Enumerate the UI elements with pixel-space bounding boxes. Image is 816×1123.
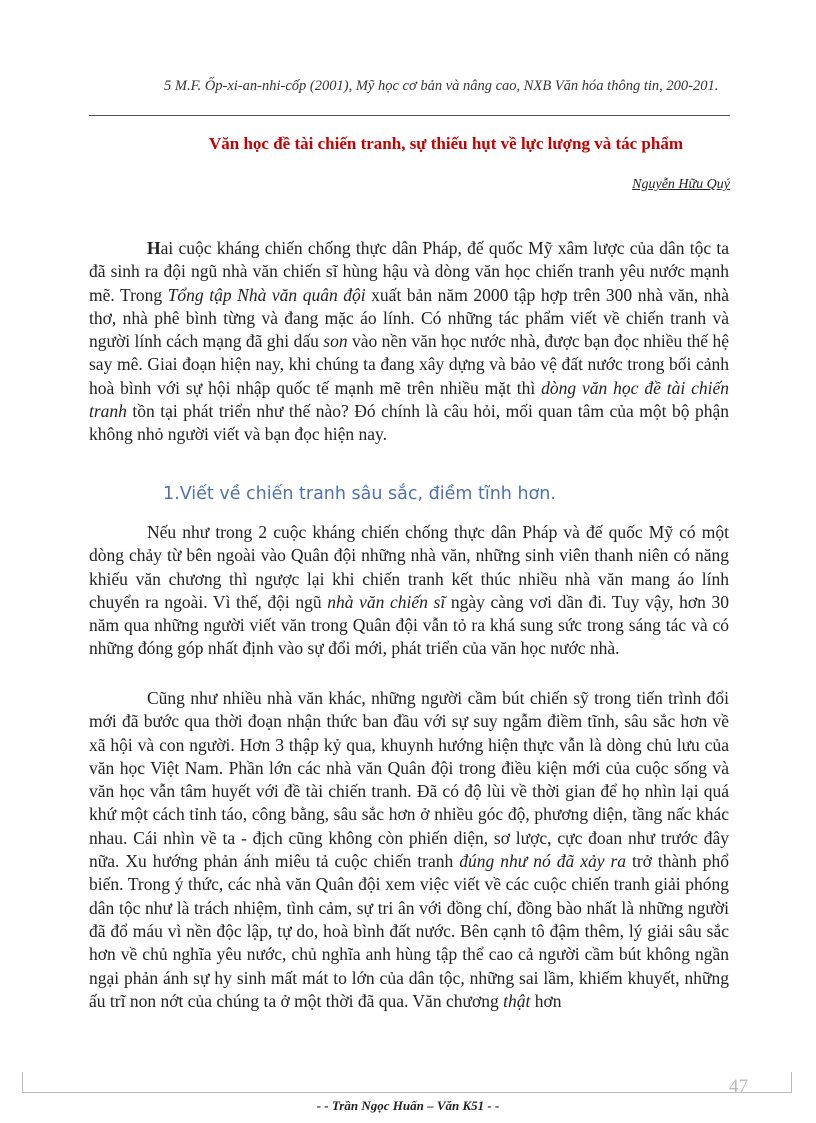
footer-frame-right [781,1072,792,1093]
text-run: Nếu như trong 2 cuộc kháng chiến chống thực dân Pháp và đế quốc Mỹ có một dòng chảy từ bên ngoài vào Quân đội những nhà văn, những sinh viên thanh niên có năng khiếu văn chương thì ngược lại khi chiến tranh kết thúc nhiều nhà văn mang áo lính chuyển ra ngoài. Vì thế, đội ngũ [89,522,729,612]
text-run: ai cuộc kháng chiến chống thực dân Pháp, đế quốc Mỹ xâm lược của dân tộc ta đã sinh ra đội ngũ nhà văn chiến sĩ hùng hậu và dòng văn học chiến tranh yêu nước mạnh mẽ. Trong [89,238,729,305]
footnote-divider [89,115,730,116]
emphasis-text: nhà văn chiến sĩ [327,591,446,612]
page-number: 47 [729,1076,748,1097]
emphasis-text: son [323,331,348,352]
text-run: vào nền văn học nước nhà, được bạn đọc nhiều thế hệ say mê. Giai đoạn hiện nay, khi chúng ta đang xây dựng và bảo vệ đất nước trong bối cảnh hoà bình với sự hội nhập quốc tế mạnh mẽ trên nhiều mặt thì [89,331,729,398]
paragraph-section-2 [89,687,729,1013]
drop-letter: H [147,238,161,258]
text-run: xuất bản năm 2000 tập hợp trên 300 nhà văn, nhà thơ, nhà phê bình từng và đang mặc áo lính. Có những tác phẩm viết về chiến tranh và người lính cách mạng đã ghi dấu [89,284,730,352]
footer-author: - - Trần Ngọc Huấn – Văn K51 - - [316,1098,500,1113]
article-title: Văn học đề tài chiến tranh, sự thiếu hụt về lực lượng và tác phẩm [208,134,684,153]
text-run: Cũng như nhiều nhà văn khác, những người cầm bút chiến sỹ trong tiến trình đổi mới đã bước qua thời đoạn nhận thức ban đầu với sự suy ngẫm điềm tĩnh, sâu sắc hơn về xã hội và con người. Hơn 3 thập kỷ qua, khuynh hướng hiện thực vẫn là dòng chủ lưu của văn học Việt Nam. Phần lớn các nhà văn Quân đội trong điều kiện mới của cuộc sống và văn học vẫn tâm huyết với đề tài chiến tranh. Đã có độ lùi về thời gian để họ nhìn lại quá khứ một cách tỉnh táo, công bằng, sâu sắc hơn ở nhiều góc độ, phương diện, tầng nấc khác nhau. Cái nhìn về ta - địch cũng không còn phiến diện, sơ lược, cực đoan như trước đây nữa. Xu hướng phản ánh miêu tả cuộc chiến tranh [89,688,729,872]
footer-divider [32,1092,782,1093]
emphasis-text: đúng như nó đã xảy ra [459,851,627,872]
text-run: trở thành phổ biến. Trong ý thức, các nhà văn Quân đội xem việc viết về các cuộc chiến tranh giải phóng dân tộc như là trách nhiệm, tình cảm, sự tri ân với đồng chí, đồng bào nhất là những người đã đổ máu vì nền độc lập, tự do, hoà bình đất nước. Bên cạnh tô đậm thêm, lý giải sâu sắc hơn về chủ nghĩa yêu nước, chủ nghĩa anh hùng tập thể cao cả người cầm bút không ngần ngại phản ánh sự hy sinh mất mát to lớn của dân tộc, những sai lầm, khiếm khuyết, những ấu trĩ non nớt của chúng ta ở một thời đã qua. Văn chương [89,851,730,1011]
text-run: hơn [530,990,562,1011]
emphasis-text: Tổng tập Nhà văn quân đội [167,284,366,305]
text-run: ngày càng vơi dần đi. Tuy vậy, hơn 30 năm qua những người viết văn trong Quân đội vẫn tỏ ra khá sung sức trong sáng tác và có những đóng góp nhất định vào sự đổi mới, phát triển của văn học nước nhà. [89,591,729,659]
emphasis-text: dòng văn học đề tài chiến tranh [89,377,729,422]
footnote: 5 M.F. Ốp-xi-an-nhi-cốp (2001), Mỹ học cơ bản và nâng cao, NXB Văn hóa thông tin, 200-201. [164,78,719,94]
footer-frame-left [22,1072,33,1093]
article-author: Nguyễn Hữu Quý [632,177,730,192]
section-heading: 1.Viết về chiến tranh sâu sắc, điềm tĩnh hơn. [163,484,556,504]
paragraph-section-1 [89,521,729,661]
paragraph-intro [89,237,729,447]
text-run: tồn tại phát triển như thế nào? Đó chính là câu hỏi, mối quan tâm của một bộ phận không nhỏ người viết và bạn đọc hiện nay. [89,401,729,445]
emphasis-text: thật [503,990,531,1011]
